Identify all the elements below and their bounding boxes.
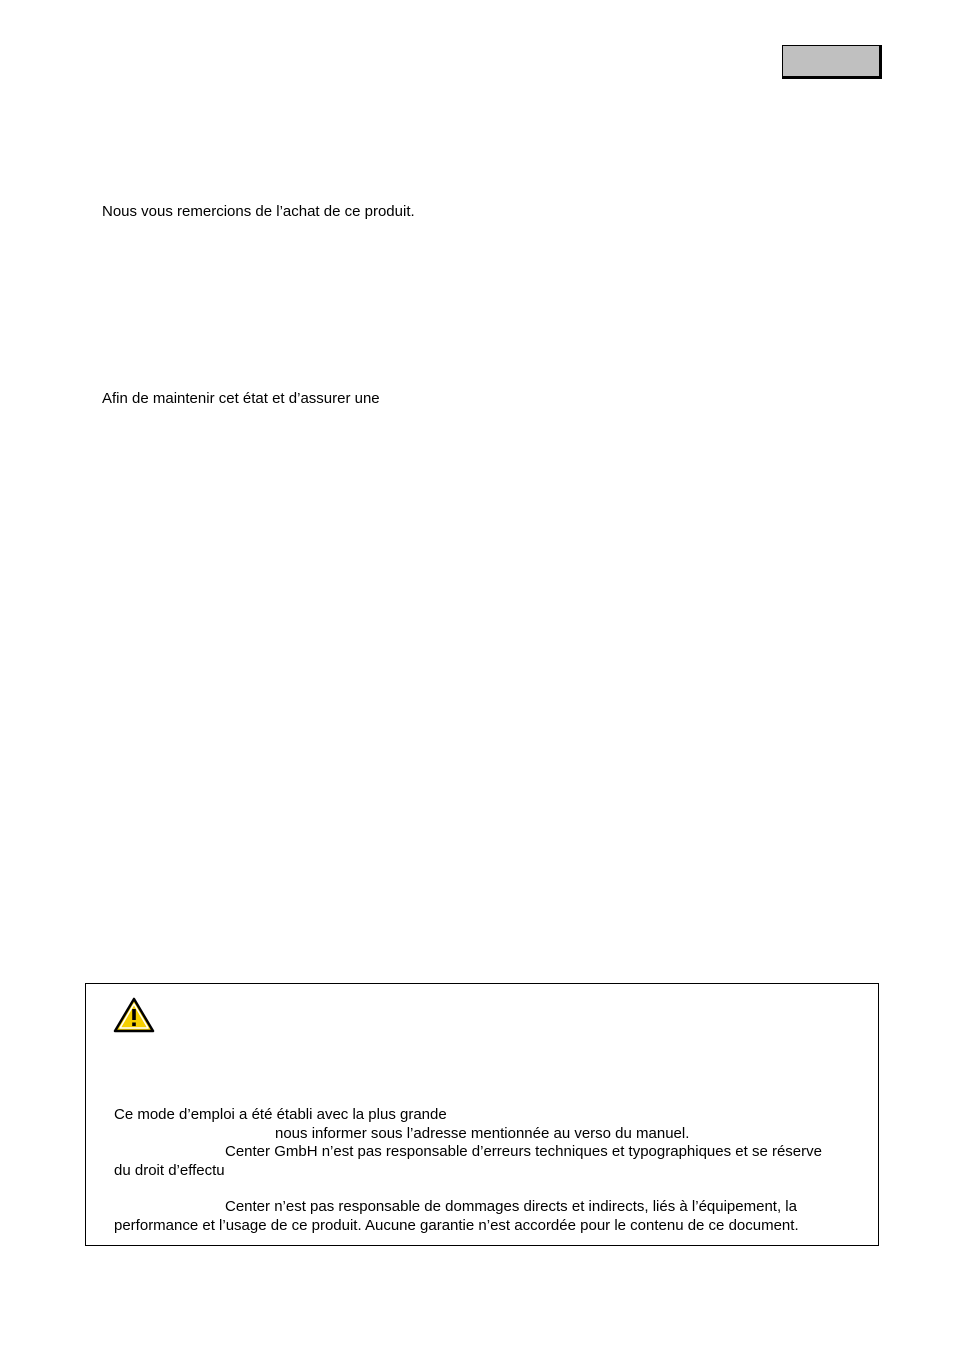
maintenance-paragraph: Afin de maintenir cet état et d’assurer une bbox=[102, 390, 380, 407]
disclaimer-line: performance et l’usage de ce produit. Aucune garantie n’est accordée pour le contenu de ce document. bbox=[114, 1217, 799, 1234]
disclaimer-line: du droit d’effectu bbox=[114, 1162, 225, 1179]
disclaimer-line: Ce mode d’emploi a été établi avec la plus grande bbox=[114, 1106, 447, 1123]
disclaimer-line: nous informer sous l’adresse mentionnée au verso du manuel. bbox=[275, 1125, 690, 1142]
language-tab bbox=[782, 45, 882, 79]
disclaimer-box bbox=[85, 983, 879, 1246]
disclaimer-line: Center n’est pas responsable de dommages directs et indirects, liés à l’équipement, la bbox=[225, 1198, 797, 1215]
thanks-paragraph: Nous vous remercions de l’achat de ce produit. bbox=[102, 203, 415, 220]
disclaimer-line: Center GmbH n’est pas responsable d’erreurs techniques et typographiques et se réserve bbox=[225, 1143, 822, 1160]
warning-triangle-icon bbox=[112, 996, 156, 1034]
